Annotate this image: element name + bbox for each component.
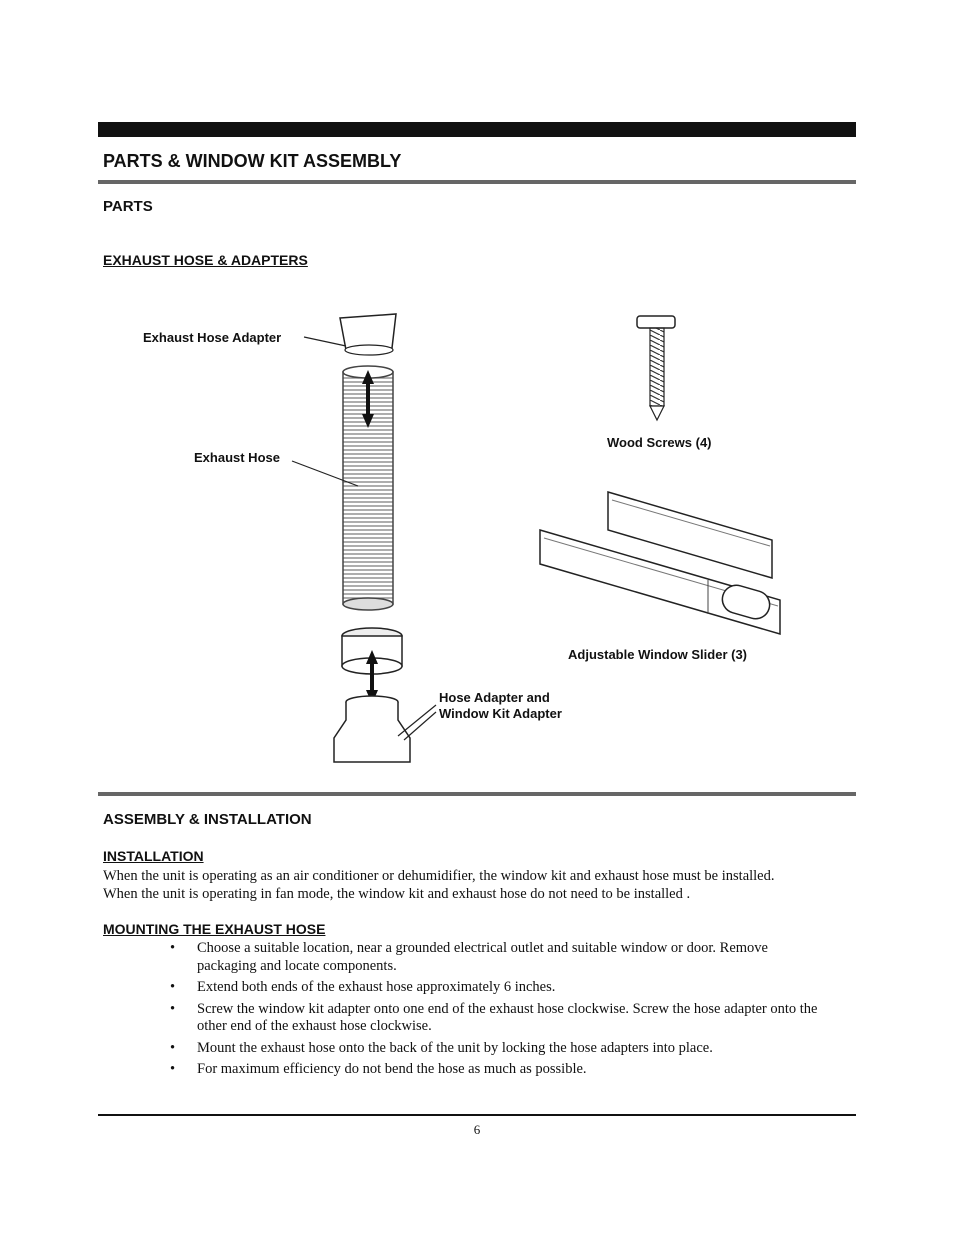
list-item <box>170 940 830 975</box>
section-rule <box>98 792 856 796</box>
installation-heading: INSTALLATION <box>103 848 204 864</box>
list-item <box>170 1061 830 1079</box>
bullet-text: Screw the window kit adapter onto one end of the exhaust hose clockwise. Screw the hose adapter onto the other end of the exhaust hose clockwise. <box>197 1000 818 1034</box>
bullet-text: Choose a suitable location, near a grounded electrical outlet and suitable window or door. Remove packaging and locate components. <box>197 940 768 974</box>
list-item <box>170 1001 830 1036</box>
exhaust-hose-adapter-drawing <box>340 314 396 355</box>
exhaust-section-heading: EXHAUST HOSE & ADAPTERS <box>103 252 308 268</box>
installation-text <box>103 867 843 903</box>
page-title: PARTS & WINDOW KIT ASSEMBLY <box>103 151 402 171</box>
list-item <box>170 979 830 997</box>
label-hose-adapter <box>439 690 562 722</box>
window-kit-adapter-drawing <box>334 696 410 762</box>
footer-rule <box>98 1114 856 1116</box>
mounting-steps-list <box>170 940 830 1083</box>
label-hose-adapter-line1: Hose Adapter and <box>439 690 550 705</box>
list-item <box>170 1040 830 1058</box>
assembly-heading: ASSEMBLY & INSTALLATION <box>103 811 312 828</box>
bullet-text: Extend both ends of the exhaust hose approximately 6 inches. <box>197 979 556 995</box>
bullet-icon: • <box>170 940 176 956</box>
bullet-icon: • <box>170 1039 176 1056</box>
bullet-text: Mount the exhaust hose onto the back of the unit by locking the hose adapters into place. <box>197 1039 713 1056</box>
label-exhaust-hose-adapter: Exhaust Hose Adapter <box>143 330 282 345</box>
installation-line-2: When the unit is operating in fan mode, the window kit and exhaust hose do not need to be installed . <box>103 886 691 902</box>
mounting-heading: MOUNTING THE EXHAUST HOSE <box>103 921 326 937</box>
label-window-slider: Adjustable Window Slider (3) <box>568 647 748 662</box>
bullet-icon: • <box>170 979 176 995</box>
label-wood-screws: Wood Screws (4) <box>607 435 712 450</box>
label-hose-adapter-line2: Window Kit Adapter <box>439 706 562 721</box>
bullet-icon: • <box>170 1061 176 1077</box>
label-exhaust-hose: Exhaust Hose <box>194 450 280 465</box>
window-slider-drawing <box>540 492 780 634</box>
installation-line-1: When the unit is operating as an air conditioner or dehumidifier, the window kit and exhaust hose must be installed. <box>103 868 775 884</box>
bullet-text: For maximum efficiency do not bend the hose as much as possible. <box>197 1061 587 1077</box>
page-number: 6 <box>473 1122 481 1137</box>
wood-screw-drawing <box>637 316 675 420</box>
bullet-icon: • <box>170 1000 176 1017</box>
parts-heading: PARTS <box>103 198 153 215</box>
